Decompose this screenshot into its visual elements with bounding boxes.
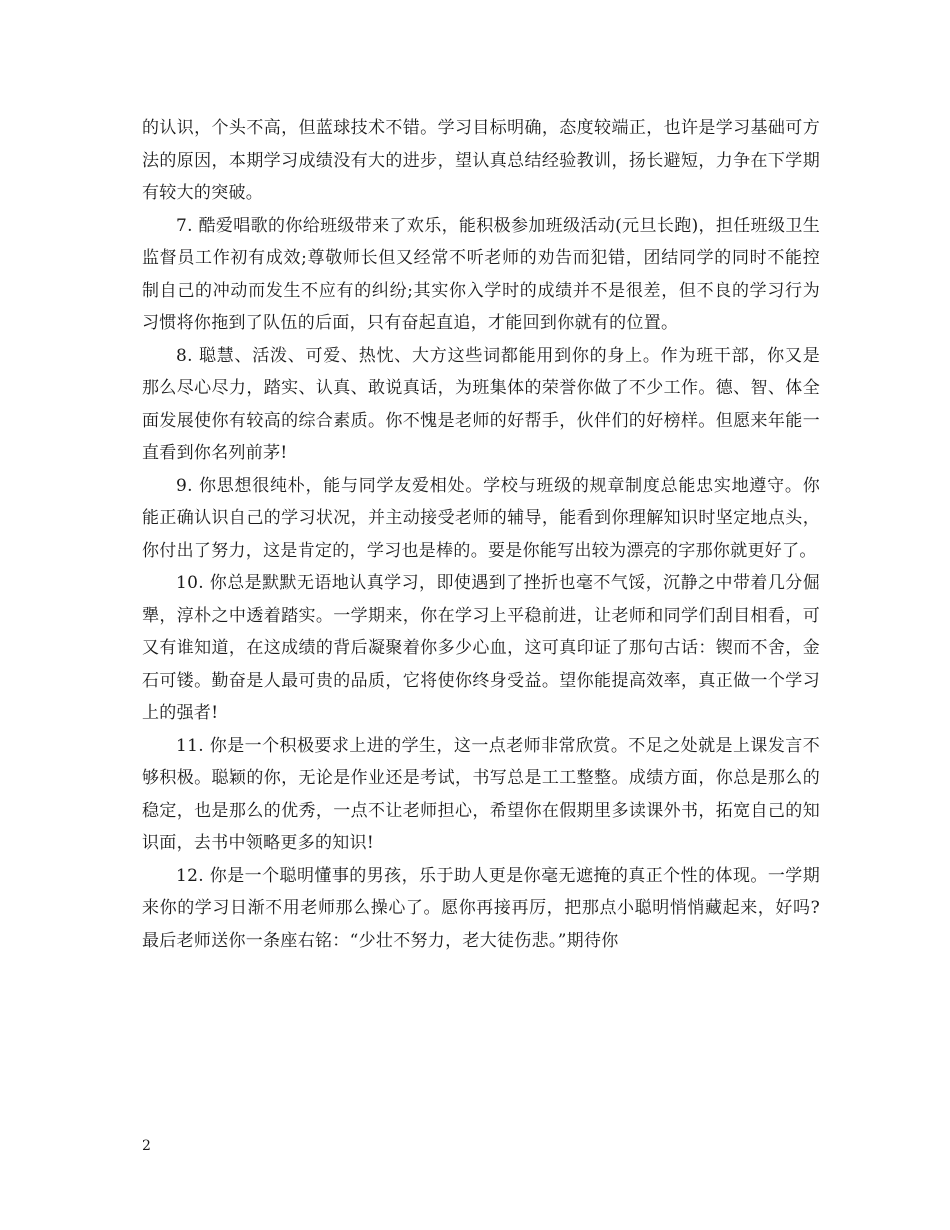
document-body [142, 112, 820, 957]
paragraph-1: 的认识，个头不高，但蓝球技术不错。学习目标明确，态度较端正，也许是学习基础可方法的原因，本期学习成绩没有大的进步，望认真总结经验教训，扬长避短，力争在下学期有较大的突破。 [142, 118, 820, 203]
paragraph-2: 7. 酷爱唱歌的你给班级带来了欢乐，能积极参加班级活动(元旦长跑)，担任班级卫生监督员工作初有成效;尊敬师长但又经常不听老师的劝告而犯错，团结同学的同时不能控制自己的冲动而发生不应有的纠纷;其实你入学时的成绩并不是很差，但不良的学习行为习惯将你拖到了队伍的后面，只有奋起直追，才能回到你就有的位置。 [142, 215, 820, 333]
page-number: 2 [142, 1138, 151, 1154]
paragraph-5: 10. 你总是默默无语地认真学习，即使遇到了挫折也毫不气馁，沉静之中带着几分倔犟，淳朴之中透着踏实。一学期来，你在学习上平稳前进，让老师和同学们刮目相看，可又有谁知道，在这成绩的背后凝聚着你多少心血，这可真印证了那句古话：锲而不舍，金石可镂。勤奋是人最可贵的品质，它将使你终身受益。望你能提高效率，真正做一个学习上的强者! [142, 573, 820, 723]
paragraph-7: 12. 你是一个聪明懂事的男孩，乐于助人更是你毫无遮掩的真正个性的体现。一学期来你的学习日渐不用老师那么操心了。愿你再接再厉，把那点小聪明悄悄藏起来，好吗?最后老师送你一条座右铭：“少壮不努力，老大徒伤悲。”期待你 [142, 865, 820, 951]
paragraph-4: 9. 你思想很纯朴，能与同学友爱相处。学校与班级的规章制度总能忠实地遵守。你能正确认识自己的学习状况，并主动接受老师的辅导，能看到你理解知识时坚定地点头，你付出了努力，这是肯定的，学习也是棒的。要是你能写出较为漂亮的字那你就更好了。 [142, 475, 820, 561]
paragraph-3: 8. 聪慧、活泼、可爱、热忱、大方这些词都能用到你的身上。作为班干部，你又是那么尽心尽力，踏实、认真、敢说真话，为班集体的荣誉你做了不少工作。德、智、体全面发展使你有较高的综合素质。你不愧是老师的好帮手，伙伴们的好榜样。但愿来年能一直看到你名列前茅! [142, 345, 820, 463]
paragraph-6: 11. 你是一个积极要求上进的学生，这一点老师非常欣赏。不足之处就是上课发言不够积极。聪颖的你，无论是作业还是考试，书写总是工工整整。成绩方面，你总是那么的稳定，也是那么的优秀，一点不让老师担心，希望你在假期里多读课外书，拓宽自己的知识面，去书中领略更多的知识! [142, 735, 820, 853]
